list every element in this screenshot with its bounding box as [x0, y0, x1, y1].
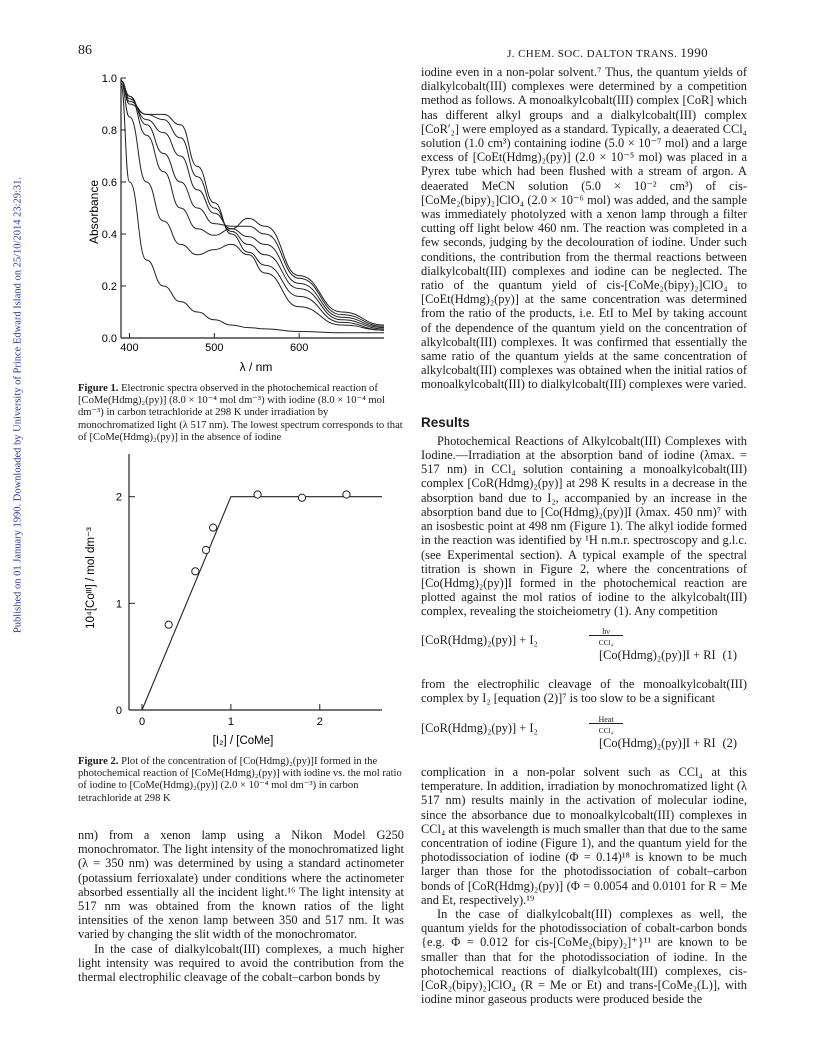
f2-xtick-label: 2	[316, 716, 323, 728]
eq2-over: Heat	[598, 714, 614, 724]
figure1-chart	[72, 62, 408, 380]
right-column	[421, 65, 747, 1006]
f1-spectrum-1	[121, 81, 384, 325]
figure1-caption-label: Figure 1.	[78, 383, 119, 394]
f2-data-point	[210, 524, 217, 531]
results-para3: complication in a non-polar solvent such as CCl₄ at this temperature. In addition, irradiation by monochromatized light (λ 517 nm) results mainly in the activation of molecular iodine, since the absorbance due to monoalkylcobalt(III) complexes in CCl₄ at this wavelength is much smaller than that due to the same concentration of iodine (Figure 1), and the quantum yield for the photodissociation of iodine (Φ = 0.14)¹⁸ is known to be much larger than those for the photodissociation of cobalt–carbon bonds of [CoR(Hdmg)₂(py)] (Φ = 0.0054 and 0.0101 for R = Me and Et, respectively).¹⁹	[421, 764, 747, 907]
eq2-number: (2)	[722, 735, 737, 750]
f1-spectrum-6	[121, 83, 384, 330]
results-heading: Results	[421, 414, 470, 430]
page-number: 86	[78, 43, 92, 58]
f2-xtick-label: 1	[227, 716, 234, 728]
left-body-para1: nm) from a xenon lamp using a Nikon Model G250 monochromator. The light intensity of the monochromatized light (λ = 350 nm) was determined by using a standard actinometer (potassium ferrioxalate) under conditions where the actinometer absorbed essentially all the incident light.¹⁶ The light intensity at 517 nm was obtained from the known ratios of the light intensities of the xenon lamp between 350 and 517 nm. It was varied by changing the slit width of the monochromator.	[78, 828, 404, 942]
figure2-caption-label: Figure 2.	[78, 756, 119, 767]
f2-data-point	[202, 546, 209, 553]
f2-data-point	[192, 568, 199, 575]
f1-ytick-label: 0.0	[101, 333, 117, 345]
journal-header	[507, 45, 708, 61]
f1-ylabel: Absorbance	[87, 179, 101, 245]
f1-spectrum-7	[121, 86, 384, 333]
results-para4: In the case of dialkylcobalt(III) complexes as well, the quantum yields for the photodissociation of cobalt-carbon bonds {e.g. Φ = 0.012 for cis-[CoMe₂(bipy)₂]⁺}¹¹ are known to be smaller than that for the photodissociation of iodine. In the photochemical reactions of dialkylcobalt(III) complexes, cis-[CoR₂(bipy)₂]ClO₄ (R = Me or Et) and trans-[CoMe₂(L)], with iodine minor gaseous products were produced beside the	[421, 906, 747, 1007]
figure2-chart	[72, 448, 408, 748]
left-body	[78, 828, 404, 984]
f1-spectrum-5	[121, 81, 384, 331]
f2-fit-line	[142, 497, 382, 710]
download-notice-text[interactable]: Published on 01 January 1990. Downloaded by University of Prince Edward Island on 25/10/2014 23:29:31.	[12, 176, 24, 634]
f1-ytick-label: 0.4	[101, 229, 117, 241]
download-notice	[8, 145, 28, 665]
equation-1	[421, 626, 747, 665]
equation-2	[421, 714, 747, 753]
f2-ytick-label: 2	[115, 491, 122, 504]
figure1-caption	[78, 383, 404, 444]
f2-xlabel: [I₂] / [CoMe]	[212, 735, 274, 747]
f1-xtick-label: 600	[289, 342, 309, 354]
eq1-over: hν	[602, 626, 610, 636]
f1-spectrum-2	[121, 81, 384, 327]
right-top-para: iodine even in a non-polar solvent.⁷ Thus, the quantum yields of dialkylcobalt(III) complexes were determined by a competition method as follows. A monoalkylcobalt(III) complex [CoR] which has different alkyl groups and a dialkylcobalt(III) complex [CoR′₂] were employed as a standard. Typically, a deaerated CCl₄ solution (1.0 cm³) containing iodine (5.0 × 10⁻⁷ mol) and a large excess of [CoEt(Hdmg)₂(py)] (2.0 × 10⁻⁵ mol) was placed in a Pyrex tube which had been flushed with a stream of argon. A deaerated MeCN solution (5.0 × 10⁻² cm³) of cis-[CoMe₂(bipy)₂]ClO₄ (2.0 × 10⁻⁶ mol) was added, and the sample was immediately photolyzed with a xenon lamp through a filter cutting off light below 460 nm. The reaction was completed in a few seconds, judging by the decolouration of iodine. Under such conditions, the contribution from the thermal reactions between dialkylcobalt(III) complexes and iodine can be neglected. The ratio of the quantum yield of cis-[CoMe₂(bipy)₂]ClO₄ to [CoEt(Hdmg)₂(py)] at the same concentration was determined from the ratio of the products, i.e. EtI to MeI by taking account of the dependence of the quantum yield on the concentration of alkylcobalt(III) complexes. It was confirmed that essentially the same ratio of the quantum yields at the same concentration of alkylcobalt(III) complexes was obtained when the initial ratios of monoalkylcobalt(III) to dialkylcobalt(III) complexes were varied.	[421, 65, 747, 392]
eq1-rhs: [Co(Hdmg)₂(py)]I + RI	[599, 647, 716, 662]
eq1-under: CCl₄	[598, 637, 614, 647]
f1-xlabel: λ / nm	[239, 360, 273, 374]
f2-data-point	[165, 621, 172, 628]
f1-ytick-label: 0.2	[101, 281, 117, 293]
f2-ytick-label: 1	[115, 598, 122, 611]
journal-year: 1990	[680, 45, 708, 60]
figure2-caption	[78, 756, 404, 805]
results-para2: from the electrophilic cleavage of the monoalkylcobalt(III) complex by I₂ [equation (2)]⁷ is too slow to be a significant	[421, 676, 747, 705]
f1-spectrum-4	[121, 81, 384, 329]
journal-name: J. CHEM. SOC. DALTON TRANS.	[507, 48, 678, 60]
eq1-number: (1)	[722, 647, 737, 662]
f2-ylabel: 10⁴[Coᴵᴵᴵ] / mol dm⁻³	[85, 527, 97, 629]
f1-xtick-label: 400	[120, 342, 139, 354]
left-body-para2: In the case of dialkylcobalt(III) complexes, a much higher light intensity was required to avoid the contribution from the thermal electrophilic cleavage of the cobalt–carbon bonds by	[78, 941, 404, 985]
eq2-under: CCl₄	[598, 725, 614, 735]
f1-ytick-label: 0.6	[101, 177, 117, 189]
f1-spectrum-3	[121, 81, 384, 328]
eq1-lhs: [CoR(Hdmg)₂(py)] + I₂	[421, 632, 538, 647]
f2-data-point	[254, 491, 261, 498]
figure1-caption-text: Electronic spectra observed in the photochemical reaction of [CoMe(Hdmg)₂(py)] (8.0 × 10⁻⁴ mol dm⁻³) with iodine (8.0 × 10⁻⁴ mol dm⁻³) in carbon tetrachloride at 298 K under irradiation by monochromatized light (λ 517 nm). The lowest spectrum corresponds to that of [CoMe(Hdmg)₂(py)] in the absence of iodine	[78, 383, 403, 443]
eq2-lhs: [CoR(Hdmg)₂(py)] + I₂	[421, 720, 538, 735]
f1-xtick-label: 500	[205, 342, 224, 354]
eq2-rhs: [Co(Hdmg)₂(py)]I + RI	[599, 735, 716, 750]
figure2-caption-text: Plot of the concentration of [Co(Hdmg)₂(py)]I formed in the photochemical reaction of [CoMe(Hdmg)₂(py)] with iodine vs. the mol ratio of iodine to [CoMe(Hdmg)₂(py)] (2.0 × 10⁻⁴ mol dm⁻³) in carbon tetrachloride at 298 K	[78, 756, 402, 804]
f2-xtick-label: 0	[138, 716, 146, 728]
f2-data-point	[298, 494, 305, 501]
results-para1: Photochemical Reactions of Alkylcobalt(III) Complexes with Iodine.—Irradiation at the absorption band of iodine (λmax. = 517 nm) in CCl₄ solution containing a monoalkylcobalt(III) complex [CoR(Hdmg)₂(py)] at 298 K results in a decrease in the absorption band due to I₂, accompanied by an increase in the absorption band due to [Co(Hdmg)₂(py)]I (λmax. 450 nm)⁷ with an isosbestic point at 498 nm (Figure 1). The alkyl iodide formed in the reaction was identified by ¹H n.m.r. spectroscopy and g.l.c. (see Experimental section). A typical example of the spectral titration is shown in Figure 2, where the concentrations of [Co(Hdmg)₂(py)]I formed in the photochemical reaction are plotted against the mol ratios of iodine to the alkylcobalt(III) complex, revealing the stoicheiometry (1). Any competition	[421, 433, 747, 619]
f1-ytick-label: 1.0	[101, 73, 117, 85]
f1-ytick-label: 0.8	[101, 125, 117, 137]
f2-ytick-label: 0	[115, 705, 122, 717]
f2-data-point	[343, 491, 350, 498]
